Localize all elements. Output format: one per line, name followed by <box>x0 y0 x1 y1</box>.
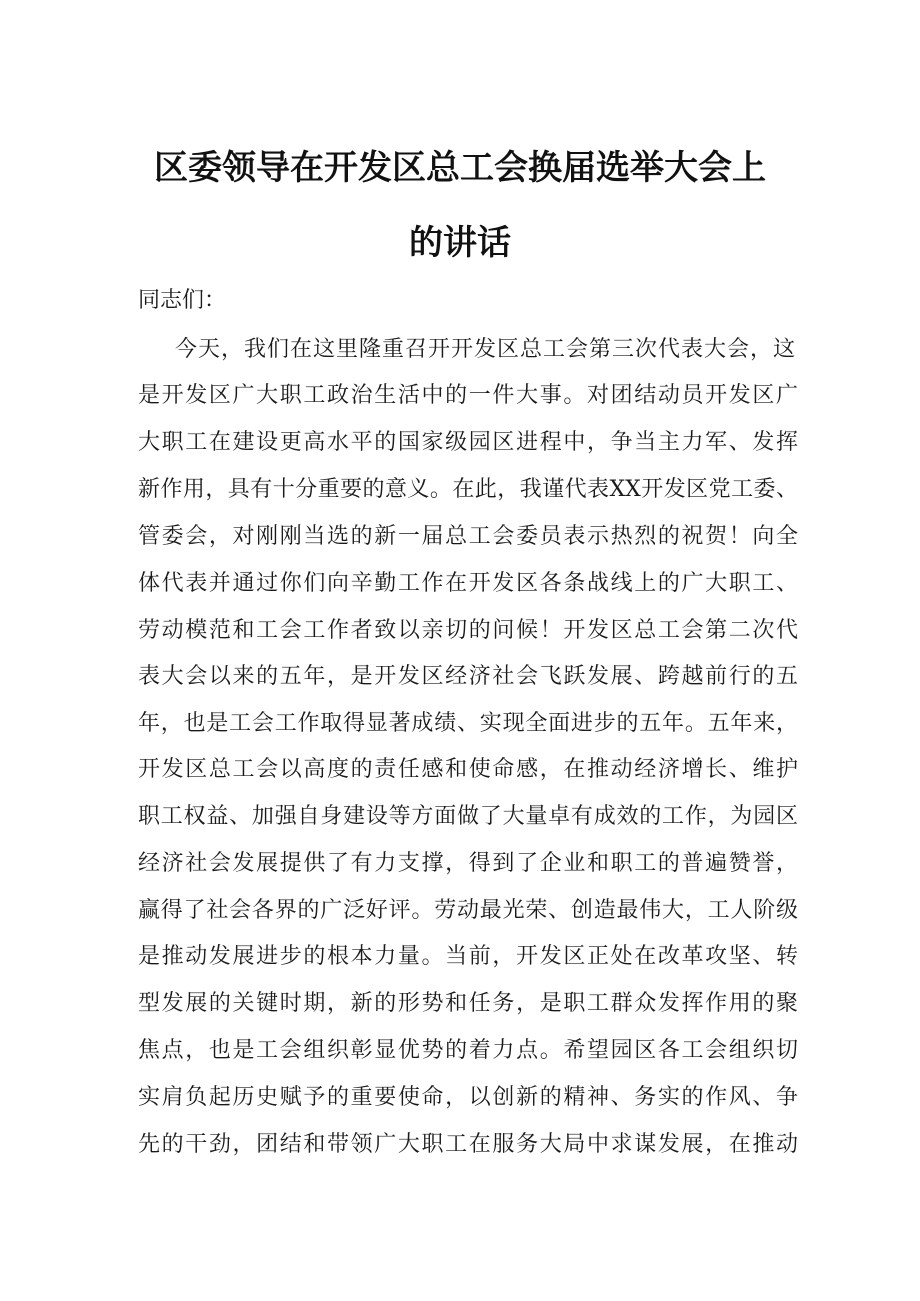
body-line: 先的干劲，团结和带领广大职工在服务大局中求谋发展，在推动 <box>138 1132 798 1157</box>
body-line: 大职工在建设更高水平的国家级园区进程中，争当主力军、发挥 <box>138 430 798 455</box>
body-line: 是开发区广大职工政治生活中的一件大事。对团结动员开发区广 <box>138 383 798 408</box>
body-line: 劳动模范和工会工作者致以亲切的问候！开发区总工会第二次代 <box>138 618 798 643</box>
body-line: 体代表并通过你们向辛勤工作在开发区各条战线上的广大职工、 <box>138 571 798 596</box>
body-line: 年，也是工会工作取得显著成绩、实现全面进步的五年。五年来， <box>138 711 798 736</box>
body-line: 表大会以来的五年，是开发区经济社会飞跃发展、跨越前行的五 <box>138 664 798 689</box>
body-line: 今天，我们在这里隆重召开开发区总工会第三次代表大会，这 <box>175 337 795 362</box>
body-line: 管委会，对刚刚当选的新一届总工会委员表示热烈的祝贺！向全 <box>138 524 798 549</box>
body-line: 型发展的关键时期，新的形势和任务，是职工群众发挥作用的聚 <box>138 991 798 1016</box>
body-line: 是推动发展进步的根本力量。当前，开发区正处在改革攻坚、转 <box>138 944 798 969</box>
document-title-line-2: 的讲话 <box>409 223 511 263</box>
body-line: 经济社会发展提供了有力支撑，得到了企业和职工的普遍赞誉， <box>138 851 798 876</box>
greeting: 同志们： <box>138 288 227 313</box>
body-line: 焦点，也是工会组织彰显优势的着力点。希望园区各工会组织切 <box>138 1038 798 1063</box>
body-line: 实肩负起历史赋予的重要使命，以创新的精神、务实的作风、争 <box>138 1085 798 1110</box>
body-line: 职工权益、加强自身建设等方面做了大量卓有成效的工作，为园区 <box>138 804 798 829</box>
body-line: 新作用，具有十分重要的意义。在此，我谨代表XX开发区党工委、 <box>138 477 798 502</box>
document-title-line-1: 区委领导在开发区总工会换届选举大会上 <box>154 148 766 188</box>
body-line: 开发区总工会以高度的责任感和使命感，在推动经济增长、维护 <box>138 757 798 782</box>
body-line: 赢得了社会各界的广泛好评。劳动最光荣、创造最伟大，工人阶级 <box>138 898 798 923</box>
